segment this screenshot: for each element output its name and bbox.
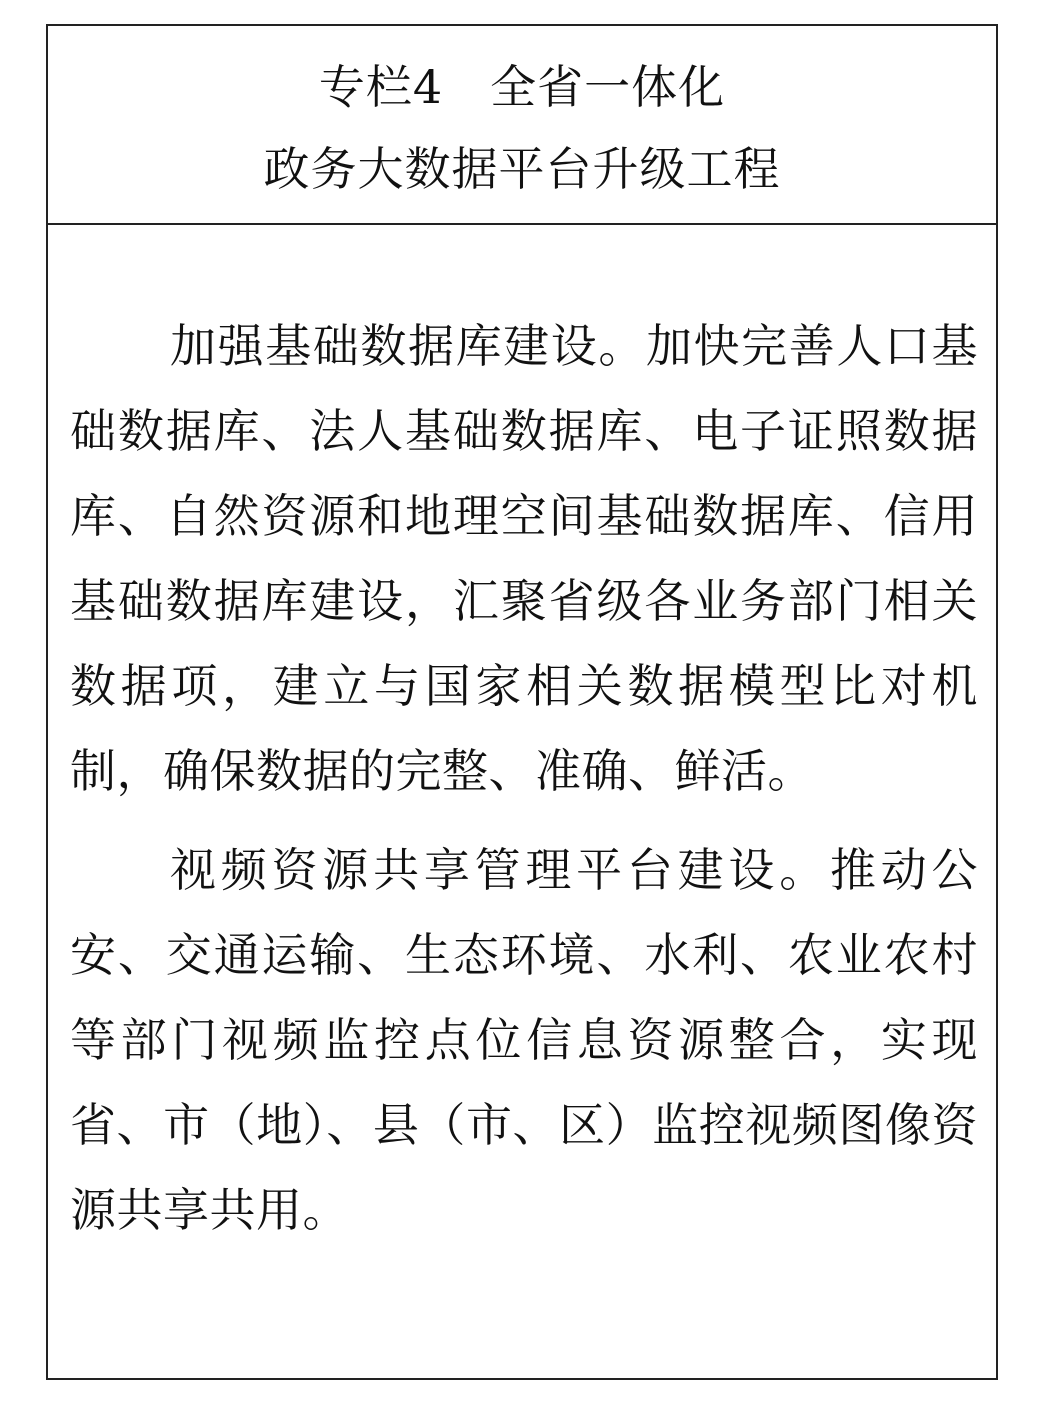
column-title-line-1: 专栏4 全省一体化 [318,60,726,114]
paragraph-database-construction: 加强基础数据库建设。加快完善人口基础数据库、法人基础数据库、电子证照数据库、自然资源和地理空间基础数据库、信用基础数据库建设，汇聚省级各业务部门相关数据项，建立与国家相关数据模型比对机制，确保数据的完整、准确、鲜活。 [70,319,978,798]
column-header [48,26,996,225]
column-content [70,304,978,1267]
column-box [46,24,998,1380]
column-title-line-2: 政务大数据平台升级工程 [263,142,781,196]
paragraph-video-sharing-platform: 视频资源共享管理平台建设。推动公安、交通运输、生态环境、水利、农业农村等部门视频监控点位信息资源整合，实现省、市（地）、县（市、区）监控视频图像资源共享共用。 [70,843,978,1237]
